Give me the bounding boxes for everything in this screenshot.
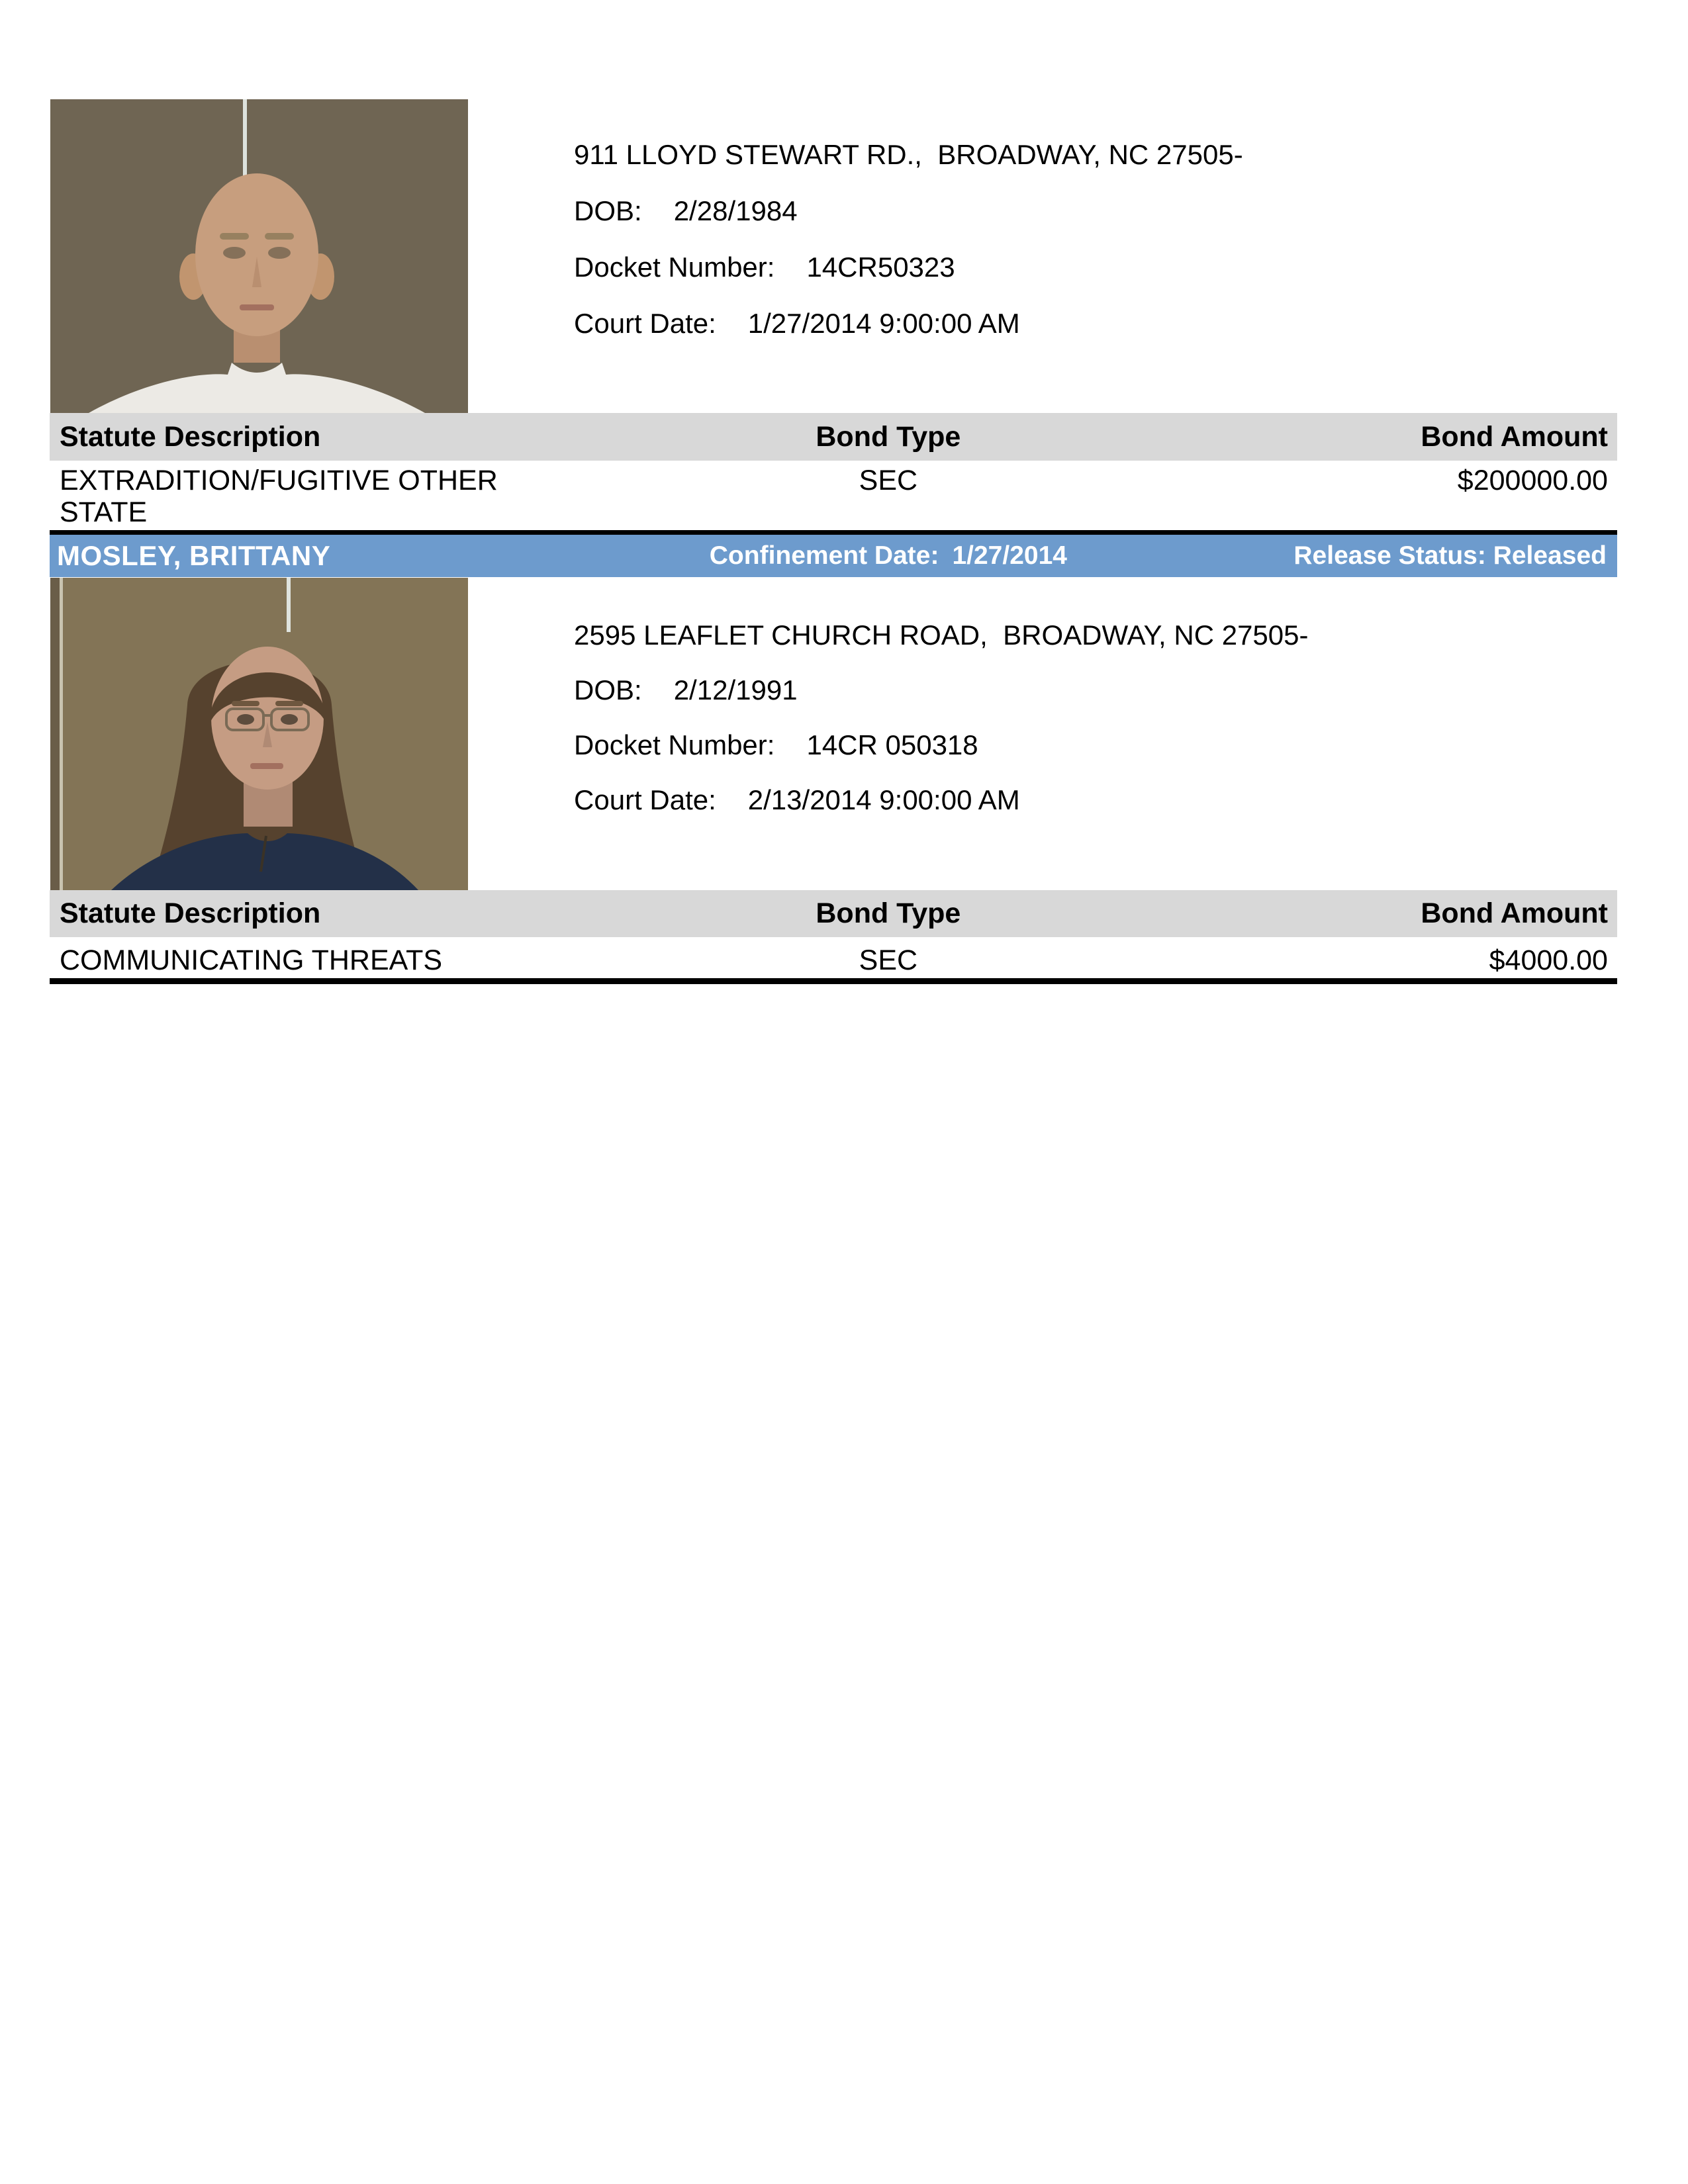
dob-label: DOB: <box>574 195 642 226</box>
docket-line <box>528 220 1243 283</box>
inmate-details <box>528 107 1243 339</box>
bond-amount-header: Bond Amount <box>1421 420 1608 453</box>
court-date-label: Court Date: <box>574 308 716 339</box>
confinement-date-label: Confinement Date: <box>709 541 939 570</box>
release-status-label: Release Status: <box>1293 541 1486 570</box>
court-date-line <box>528 276 1243 339</box>
inmate-name-bar <box>50 535 1617 577</box>
docket-value: 14CR 050318 <box>806 729 978 760</box>
release-status <box>1194 541 1617 570</box>
charge-table-header <box>50 413 1617 461</box>
court-date-label: Court Date: <box>574 784 716 815</box>
bond-type-cell: SEC <box>859 944 918 976</box>
address-text: 911 LLOYD STEWART RD., BROADWAY, NC 27505- <box>574 139 1243 170</box>
release-status-value: Released <box>1493 541 1607 570</box>
court-date-value: 2/13/2014 9:00:00 AM <box>747 784 1020 815</box>
address-line <box>528 588 1309 651</box>
docket-label: Docket Number: <box>574 251 775 283</box>
mugshot-photo-male <box>50 99 468 413</box>
mugshot-photo-female <box>50 578 468 890</box>
statute-cell: COMMUNICATING THREATS <box>60 944 443 976</box>
dob-label: DOB: <box>574 674 642 705</box>
charge-table-header <box>50 890 1617 937</box>
bond-amount-cell: $4000.00 <box>1489 944 1608 976</box>
statute-cell: EXTRADITION/FUGITIVE OTHER STATE <box>60 465 498 528</box>
confinement-date <box>583 541 1194 570</box>
record-separator-rule <box>50 978 1617 984</box>
confinement-date-value: 1/27/2014 <box>952 541 1067 570</box>
address-line <box>528 107 1243 170</box>
inmate-name: MOSLEY, BRITTANY <box>57 540 331 571</box>
bond-type-header: Bond Type <box>816 420 961 453</box>
mugshot-female-illustration <box>50 578 468 890</box>
address-text: 2595 LEAFLET CHURCH ROAD, BROADWAY, NC 27505- <box>574 619 1309 651</box>
dob-value: 2/28/1984 <box>673 195 798 226</box>
record-separator-rule <box>50 530 1617 535</box>
dob-line <box>528 163 1243 226</box>
mugshot-male-illustration <box>50 99 468 413</box>
docket-label: Docket Number: <box>574 729 775 760</box>
bond-type-header: Bond Type <box>816 897 961 929</box>
dob-value: 2/12/1991 <box>673 674 798 705</box>
statute-description-header: Statute Description <box>60 897 321 929</box>
court-date-value: 1/27/2014 9:00:00 AM <box>747 308 1020 339</box>
bond-type-cell: SEC <box>859 465 918 496</box>
docket-value: 14CR50323 <box>806 251 955 283</box>
charge-table-row <box>50 944 1617 976</box>
bond-amount-cell: $200000.00 <box>1457 465 1608 496</box>
charge-table-row <box>50 465 1617 528</box>
statute-description-header: Statute Description <box>60 420 321 453</box>
bond-amount-header: Bond Amount <box>1421 897 1608 929</box>
inmate-details <box>528 588 1309 815</box>
